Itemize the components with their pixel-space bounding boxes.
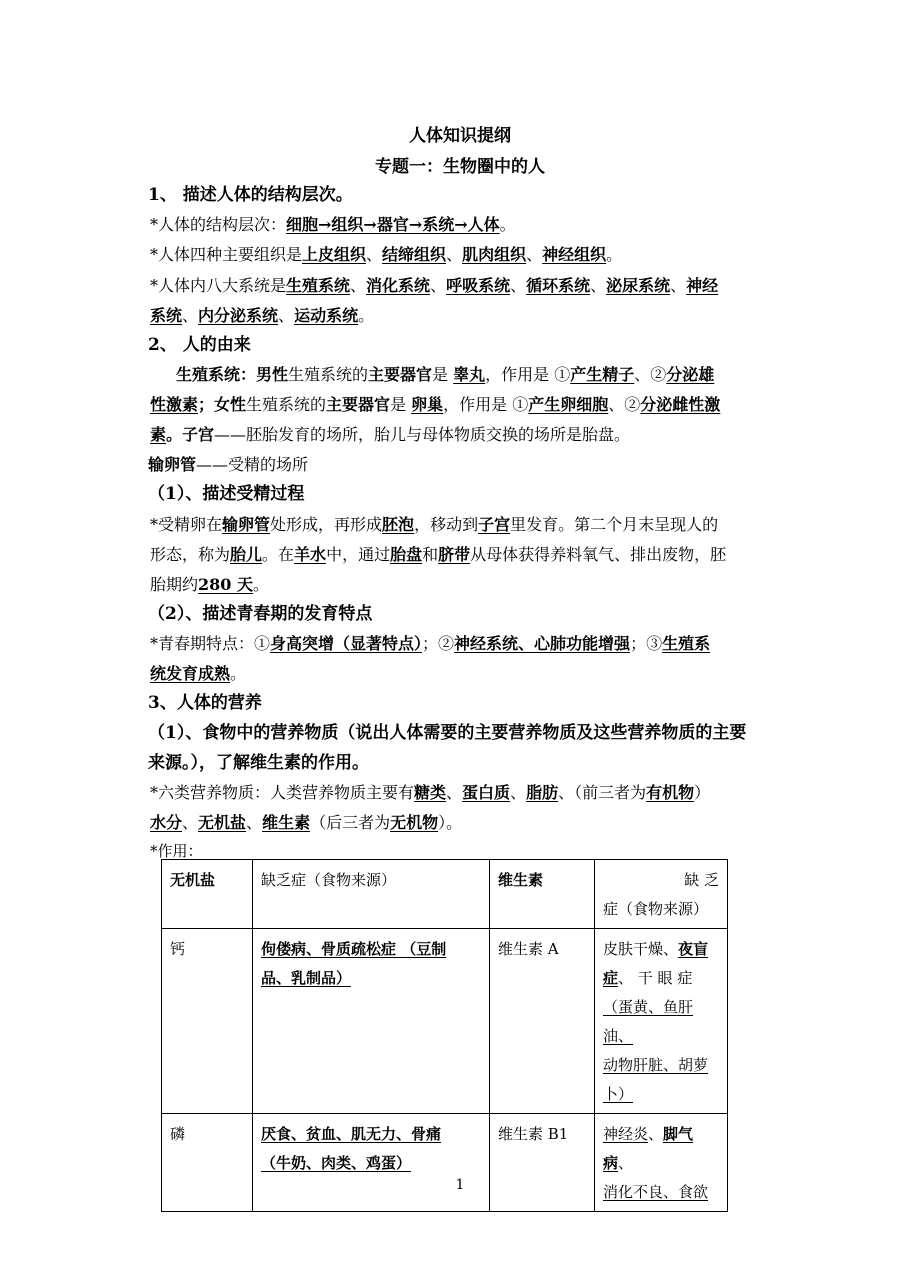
key-term: 生殖系统: [286, 276, 351, 295]
deficiency-line-1: 厌食、贫血、肌无力、骨痛: [261, 1125, 442, 1143]
key-term: 呼吸系统: [446, 276, 511, 295]
term: 输卵管: [148, 455, 197, 474]
s2-para-line-4: [148, 454, 308, 476]
text: 生殖系统的: [288, 365, 369, 384]
key-term: 蛋白质: [462, 783, 511, 802]
deficiency-line-1: 佝偻病、骨质疏松症 （豆制: [261, 940, 447, 958]
text: *受精卵在: [150, 515, 223, 534]
section-1-heading: 1、 描述人体的结构层次。: [148, 185, 353, 205]
table-row: [162, 929, 728, 1114]
nutrients-line-1: [150, 782, 710, 804]
deficiency-line-2: 品、乳制品）: [261, 969, 352, 987]
sep: 、: [510, 783, 527, 802]
text: 、 干 眼 症: [618, 969, 693, 987]
sep: 、: [366, 245, 383, 264]
table-header-cell: [490, 860, 595, 929]
s2-para-line-3: [150, 424, 630, 446]
table-cell: [595, 929, 728, 1114]
key-term: 神经炎: [603, 1125, 649, 1143]
key-term: 睾丸: [453, 365, 486, 384]
sep: 、: [430, 276, 447, 295]
table-cell: [253, 929, 490, 1114]
s1-line-2: [150, 244, 622, 266]
text: *人体四种主要组织是: [150, 245, 303, 264]
text: 。: [499, 215, 516, 234]
vitamin-deficiency-line-2: [603, 964, 719, 993]
text: ，移动到: [414, 515, 479, 534]
key-term: 神经: [686, 276, 719, 295]
text: *人体的结构层次：: [150, 215, 287, 234]
text: 里发育。第二个月末呈现人的: [510, 515, 719, 534]
section-3-heading: 3、人体的营养: [148, 693, 262, 713]
puberty-line-1: [150, 633, 710, 655]
text: 处形成，再形成: [270, 515, 383, 534]
header-vitamin: 维生素: [498, 871, 544, 889]
text: ——受精的场所: [196, 455, 309, 474]
text: ，作用是 ①: [443, 395, 529, 414]
sep: 、: [670, 276, 687, 295]
vitamin-name: 维生素 B1: [498, 1125, 569, 1143]
s2-para-line-1: [176, 364, 714, 386]
key-term: 肌肉组织: [462, 245, 527, 264]
key-term: 生殖系: [662, 634, 711, 653]
effect-label: *作用：: [150, 842, 203, 860]
key-term: 脂肪: [526, 783, 559, 802]
term: 生殖系统：男性: [176, 365, 289, 384]
mineral-name: 磷: [170, 1125, 186, 1143]
key-term: 水分: [150, 813, 183, 832]
key-term: 脚气病: [603, 1125, 694, 1172]
key-term: 系统: [150, 306, 183, 325]
header-deficiency-line-1: 缺 乏: [684, 871, 719, 889]
table-header-cell: [162, 860, 253, 929]
key-term: 运动系统: [294, 306, 359, 325]
text: 、: [618, 1154, 634, 1172]
sep: 、: [526, 245, 543, 264]
key-term: 子宫: [478, 515, 511, 534]
text: 、: [648, 1125, 664, 1143]
sep: 、: [182, 306, 199, 325]
key-term: 有机物: [646, 783, 695, 802]
key-term: 分泌雌性激: [640, 395, 721, 414]
key-term: 统发育成熟: [150, 664, 231, 683]
key-term: 身高突增（显著特点）: [270, 634, 423, 653]
vitamin-deficiency-line-3: （蛋黄、鱼肝油、: [603, 998, 694, 1045]
nutrient-deficiency-table: [161, 859, 728, 1212]
key-term: 产生精子: [570, 365, 635, 384]
text: 。: [606, 245, 623, 264]
key-term: 分泌雄: [666, 365, 715, 384]
vitamin-deficiency-line-2: 消化不良、食欲: [603, 1183, 709, 1201]
table-header-cell: [253, 860, 490, 929]
text: 是: [432, 365, 454, 384]
key-term: 羊水: [294, 545, 327, 564]
key-term: 脐带: [438, 545, 471, 564]
key-term: 神经系统、心肺功能增强: [454, 634, 631, 653]
text: *青春期特点：①: [150, 634, 271, 653]
text: 。: [253, 575, 270, 594]
table-cell: [595, 1114, 728, 1212]
nutrients-heading-line-2: 来源。），了解维生素的作用。: [148, 753, 369, 773]
text: 、（前三者为: [558, 783, 647, 802]
key-term: 性激素: [150, 395, 199, 414]
table-row: [162, 1114, 728, 1212]
text: 从母体获得养料氧气、排出废物，胚: [470, 545, 727, 564]
sep: 、: [246, 813, 263, 832]
text: 。: [358, 306, 375, 325]
key-term: 糖类: [414, 783, 447, 802]
key-term: 结缔组织: [382, 245, 447, 264]
key-term: 无机盐: [198, 813, 247, 832]
deficiency-line-2: （牛奶、肉类、鸡蛋）: [261, 1154, 412, 1172]
sep: 、: [278, 306, 295, 325]
key-term: 夜盲: [678, 940, 709, 958]
table-cell: [490, 929, 595, 1114]
text: 和: [422, 545, 439, 564]
key-term: 胎儿: [230, 545, 263, 564]
header-deficiency-line-2: 症（食物来源）: [603, 900, 709, 918]
key-term: 细胞→组织→器官→系统→人体: [286, 215, 500, 234]
text: 是: [390, 395, 412, 414]
key-term: 素: [150, 425, 167, 444]
sep: 、: [510, 276, 527, 295]
header-inorganic-salt: 无机盐: [170, 871, 216, 889]
text: 、②: [634, 365, 667, 384]
sep: 、: [446, 245, 463, 264]
fertilization-line-2: [150, 544, 726, 566]
section-2-heading: 2、 人的由来: [148, 335, 251, 355]
document-title: 人体知识提纲: [409, 126, 511, 146]
vitamin-deficiency-line-1: [603, 1120, 719, 1178]
table-cell: [162, 929, 253, 1114]
fertilization-line-1: [150, 514, 718, 536]
vitamin-deficiency-line-5: 卜）: [603, 1085, 634, 1103]
key-term: 维生素: [262, 813, 311, 832]
s1-line-4: [150, 305, 374, 327]
vitamin-name: 维生素 A: [498, 940, 559, 958]
table-cell: [162, 1114, 253, 1212]
text: 形态，称为: [150, 545, 231, 564]
term: 。子宫: [166, 425, 215, 444]
header-deficiency: 缺乏症（食物来源）: [261, 871, 397, 889]
text: 皮肤干燥、: [603, 940, 679, 958]
key-term: 上皮组织: [302, 245, 367, 264]
table-header-row: [162, 860, 728, 929]
table-header-cell: [595, 860, 728, 929]
mineral-name: 钙: [170, 940, 186, 958]
key-term: 消化系统: [366, 276, 431, 295]
text: ，作用是 ①: [485, 365, 571, 384]
sep: 、: [590, 276, 607, 295]
term: 主要器官: [368, 365, 433, 384]
text: ）: [694, 783, 711, 802]
key-term: 无机物: [390, 813, 439, 832]
text: *六类营养物质：人类营养物质主要有: [150, 783, 415, 802]
key-term: 神经组织: [542, 245, 607, 264]
nutrients-line-2: [150, 812, 462, 834]
text: 。在: [262, 545, 295, 564]
s1-line-1: [150, 214, 516, 236]
key-term: 卵巢: [411, 395, 444, 414]
sep: 、: [350, 276, 367, 295]
key-term: 循环系统: [526, 276, 591, 295]
text: *人体内八大系统是: [150, 276, 287, 295]
vitamin-deficiency-line-4: 动物肝脏、胡萝: [603, 1056, 709, 1074]
text: 生殖系统的: [246, 395, 327, 414]
text: 中，通过: [326, 545, 391, 564]
subsection-puberty-heading: （2）、描述青春期的发育特点: [148, 604, 373, 624]
s2-para-line-2: [150, 394, 720, 416]
text: 。: [230, 664, 247, 683]
key-term: 胚泡: [382, 515, 415, 534]
key-term: 症: [603, 969, 619, 987]
document-subtitle: 专题一：生物圈中的人: [375, 157, 545, 177]
key-term: 输卵管: [222, 515, 271, 534]
text: ；③: [630, 634, 663, 653]
text: ）。: [438, 813, 463, 832]
fertilization-line-3: [150, 574, 269, 596]
key-term: 内分泌系统: [198, 306, 279, 325]
key-term: 胎盘: [390, 545, 423, 564]
text: （后三者为: [310, 813, 391, 832]
term: ；女性: [198, 395, 247, 414]
text: 、②: [608, 395, 641, 414]
table-cell: [490, 1114, 595, 1212]
page-number: 1: [455, 1177, 465, 1193]
text: ；②: [422, 634, 455, 653]
s1-line-3: [150, 275, 718, 297]
key-term: 泌尿系统: [606, 276, 671, 295]
key-term: 产生卵细胞: [528, 395, 609, 414]
vitamin-deficiency-line-1: [603, 935, 719, 964]
table-cell: [253, 1114, 490, 1212]
sep: 、: [446, 783, 463, 802]
puberty-line-2: [150, 663, 246, 685]
term: 主要器官: [326, 395, 391, 414]
subsection-fertilization-heading: （1）、描述受精过程: [148, 484, 305, 504]
key-term: 280 天: [198, 575, 253, 594]
text: 胎期约: [150, 575, 199, 594]
text: ——胚胎发育的场所，胎儿与母体物质交换的场所是胎盘。: [214, 425, 631, 444]
nutrients-heading-line-1: （1）、食物中的营养物质（说出人体需要的主要营养物质及这些营养物质的主要: [148, 723, 747, 743]
sep: 、: [182, 813, 199, 832]
